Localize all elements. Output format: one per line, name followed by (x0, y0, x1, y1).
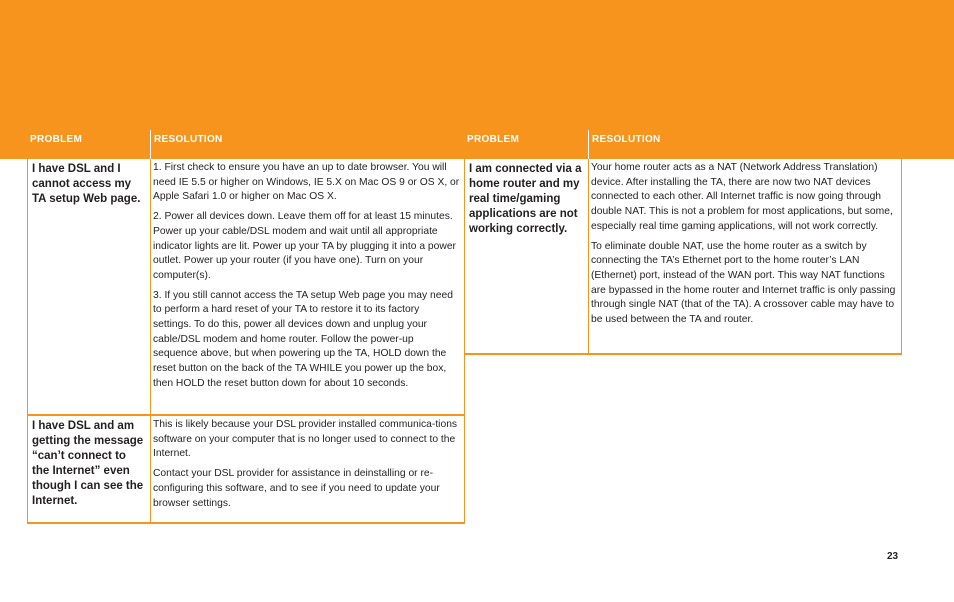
problem-cell: I have DSL and am getting the message “can’t connect to the Internet” even though I can see the Internet. (28, 416, 151, 522)
resolution-paragraph: Contact your DSL provider for assistance in deinstalling or re-configuring this software, and to see if you need to update your browser settings. (153, 468, 440, 509)
resolution-cell (151, 159, 464, 414)
resolution-paragraph: Your home router acts as a NAT (Network Address Translation) device. After installing the TA, there are now two NAT devices connected to each other. All Internet traffic is now going through double NAT. This is not a problem for most applications, but some, especially real time gaming applications, will not work correctly. (591, 162, 893, 232)
resolution-paragraph: This is likely because your DSL provider installed communica-tions software on your computer that is no longer used to connect to the Internet. (153, 419, 458, 460)
resolution-paragraph: 2. Power all devices down. Leave them off for at least 15 minutes. Power up your cable/DSL modem and wait until all appropriate indicator lights are lit. Power up your TA by plugging it into a power outlet. Power up your router (if you have one). Turn on your computer(s). (153, 211, 456, 281)
right-problem-header: PROBLEM (467, 134, 520, 145)
table-row (27, 159, 465, 416)
table-row (27, 416, 465, 524)
right-resolution-header: RESOLUTION (588, 130, 901, 159)
problem-cell: I have DSL and I cannot access my TA setup Web page. (28, 159, 151, 414)
left-problem-header: PROBLEM (30, 134, 83, 145)
resolution-cell (589, 159, 901, 353)
resolution-paragraph: To eliminate double NAT, use the home router as a switch by connecting the TA’s Ethernet port to the home router’s LAN (Ethernet) port, instead of the WAN port. This way NAT functions are bypassed in the home router and Internet traffic is only passing through single NAT (that of the TA). A crossover cable may have to be used between the TA and router. (591, 240, 896, 326)
page-number: 23 (887, 551, 899, 562)
problem-cell: I am connected via a home router and my real time/gaming applications are not working correctly. (465, 159, 589, 353)
resolution-paragraph: 1. First check to ensure you have an up to date browser. You will need IE 5.5 or higher on Windows, IE 5.X on Mac OS 9 or OS X, or Apple Safari 1.0 or higher on Mac OS X. (153, 162, 460, 203)
table-row (464, 159, 902, 355)
resolution-cell (151, 416, 464, 522)
left-resolution-header: RESOLUTION (150, 130, 464, 159)
resolution-paragraph: 3. If you still cannot access the TA setup Web page you may need to perform a hard reset of your TA to restore it to its factory settings. To do this, power all devices down and unplug your cable/DSL modem and home router. Follow the power-up sequence above, but when powering up the TA, HOLD down the reset button on the back of the TA WHILE you power up the box, then HOLD the reset button down for about 10 seconds. (153, 289, 453, 389)
